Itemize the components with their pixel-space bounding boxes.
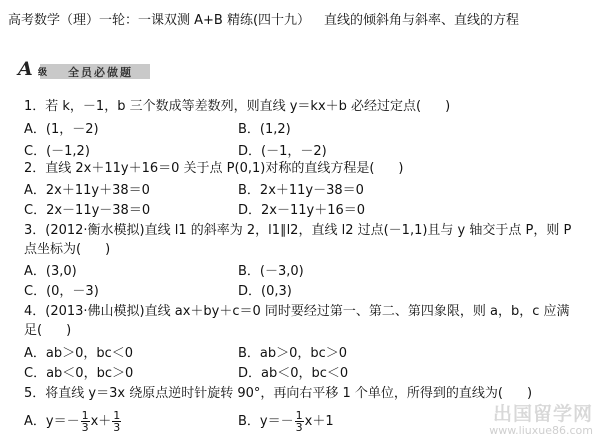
watermark-url: www.liuxue86.com — [489, 424, 593, 437]
question-4-option-a: A．ab＞0，bc＜0 — [24, 346, 134, 361]
question-3-option-a: A．(3,0) — [24, 264, 77, 279]
question-2-option-d: D．2x－11y＋16＝0 — [238, 203, 366, 218]
question-4-stem-line1: 4．(2013·佛山模拟)直线 ax＋by＋c＝0 同时要经过第一、第二、第四象限，则 a，b，c 应满 — [24, 304, 570, 319]
question-2-stem: 2．直线 2x＋11y＋16＝0 关于点 P(0,1)对称的直线方程是( ) — [24, 161, 404, 176]
question-2-option-c: C．2x－11y－38＝0 — [24, 203, 151, 218]
question-4-option-c: C．ab＜0，bc＞0 — [24, 366, 134, 381]
question-2-option-b: B．2x＋11y－38＝0 — [238, 183, 364, 198]
question-1-option-b: B．(1,2) — [238, 122, 291, 137]
question-5-option-a: A．y＝－ $\frac{1}{3}$ x＋ $\frac{1}{3}$ — [24, 409, 121, 434]
question-5-stem: 5．将直线 y＝3x 绕原点逆时针旋转 90°，再向右平移 1 个单位，所得到的直线为( ) — [24, 386, 533, 401]
level-banner — [16, 60, 152, 82]
fraction: $\frac{1}{3}$ — [295, 409, 303, 434]
question-3-stem-line1: 3．(2012·衡水模拟)直线 l1 的斜率为 2，l1∥l2，直线 l2 过点(－1,1)且与 y 轴交于点 P，则 P — [24, 223, 572, 238]
question-3-option-b: B．(－3,0) — [238, 264, 304, 279]
banner-label: 全员必做题 — [68, 66, 133, 79]
header-topic: 直线的倾斜角与斜率、直线的方程 — [324, 13, 520, 28]
question-4-option-d: D．ab＜0，bc＜0 — [238, 366, 349, 381]
question-2-option-a: A．2x＋11y＋38＝0 — [24, 183, 150, 198]
page-header — [8, 9, 519, 28]
fraction: $\frac{1}{3}$ — [81, 409, 89, 434]
question-4-stem-line2: 足( ) — [24, 323, 72, 338]
question-3-option-d: D．(0,3) — [238, 284, 292, 299]
header-title: 高考数学（理）一轮：一课双测 A+B 精练(四十九） — [8, 13, 311, 28]
question-3-stem-line2: 点坐标为( ) — [24, 242, 111, 257]
question-1-option-c: C．(－1,2) — [24, 144, 90, 159]
question-1-option-d: D．(－1，－2) — [238, 144, 327, 159]
question-1-option-a: A．(1，－2) — [24, 122, 99, 137]
level-suffix: 级 — [38, 68, 48, 78]
watermark — [489, 399, 593, 437]
question-4-option-b: B．ab＞0，bc＞0 — [238, 346, 348, 361]
question-3-option-c: C．(0，－3) — [24, 284, 99, 299]
fraction: $\frac{1}{3}$ — [113, 409, 121, 434]
question-5-option-b: B．y＝－ $\frac{1}{3}$ x＋1 — [238, 409, 334, 434]
level-letter: A — [18, 58, 33, 80]
question-1-stem: 1．若 k，－1，b 三个数成等差数列，则直线 y＝kx＋b 必经过定点( ) — [24, 99, 451, 114]
watermark-title: 出国留学网 — [492, 403, 593, 425]
